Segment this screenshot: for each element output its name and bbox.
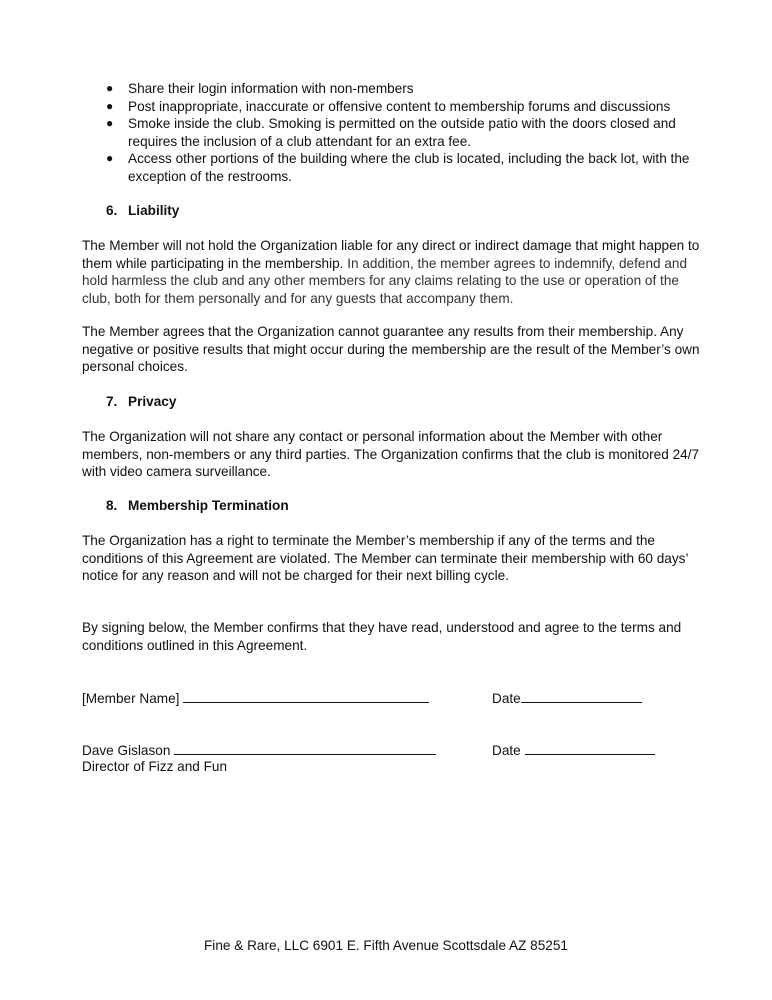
- member-signature-row: [82, 688, 702, 706]
- date-label: Date: [492, 691, 521, 706]
- director-name: Dave Gislason: [82, 743, 171, 758]
- section-heading-liability: 6. Liability: [106, 203, 180, 218]
- page-footer: Fine & Rare, LLC 6901 E. Fifth Avenue Scottsdale AZ 85251: [204, 938, 568, 953]
- bullet-icon: ●: [106, 81, 114, 95]
- liability-paragraph-2: The Member agrees that the Organization cannot guarantee any results from their membership. Any negative or positive results that might occur during the membership are the result of the Member’s own personal choices.: [82, 324, 700, 374]
- section-heading-privacy: 7. Privacy: [106, 394, 177, 409]
- list-item: ● Post inappropriate, inaccurate or offensive content to membership forums and discussions: [106, 98, 671, 114]
- director-date-line[interactable]: [525, 740, 655, 755]
- list-item: ● Smoke inside the club. Smoking is permitted on the outside patio with the doors closed and requires the inclusion of a club attendant for an extra fee.: [106, 116, 676, 149]
- member-date-line[interactable]: [521, 688, 642, 703]
- member-signature-line[interactable]: [183, 688, 429, 703]
- liability-paragraph-1: The Member will not hold the Organization liable for any direct or indirect damage that might happen to them while participating in the membership. In addition, the member agrees to indemnify, defend and hold harmless the club and any other members for any claims relating to the use or operation of the club, both for them personally and for any guests that accompany them.: [82, 238, 700, 306]
- section-heading-termination: 8. Membership Termination: [106, 498, 289, 513]
- member-name-label: [Member Name]: [82, 691, 180, 706]
- termination-paragraph: The Organization has a right to terminate the Member’s membership if any of the terms and the conditions of this Agreement are violated. The Member can terminate their membership with 60 days’ notice for any reason and will not be charged for their next billing cycle.: [82, 533, 688, 583]
- director-signature-row: [82, 740, 702, 758]
- director-title: Director of Fizz and Fun: [82, 759, 228, 774]
- list-item: ● Access other portions of the building where the club is located, including the back lot, with the exception of the restrooms.: [106, 151, 690, 184]
- date-label: Date: [492, 743, 521, 758]
- list-item: ● Share their login information with non-members: [106, 81, 414, 96]
- bullet-icon: ●: [106, 116, 114, 130]
- privacy-paragraph: The Organization will not share any contact or personal information about the Member with other members, non-members or any third parties. The Organization confirms that the club is monitored 24/7 with video camera surveillance.: [82, 429, 700, 479]
- prohibited-actions-list: [106, 80, 706, 185]
- bullet-icon: ●: [106, 151, 114, 165]
- bullet-icon: ●: [106, 98, 114, 113]
- signing-statement: By signing below, the Member confirms that they have read, understood and agree to the terms and conditions outlined in this Agreement.: [82, 620, 682, 653]
- director-signature-line[interactable]: [174, 740, 436, 755]
